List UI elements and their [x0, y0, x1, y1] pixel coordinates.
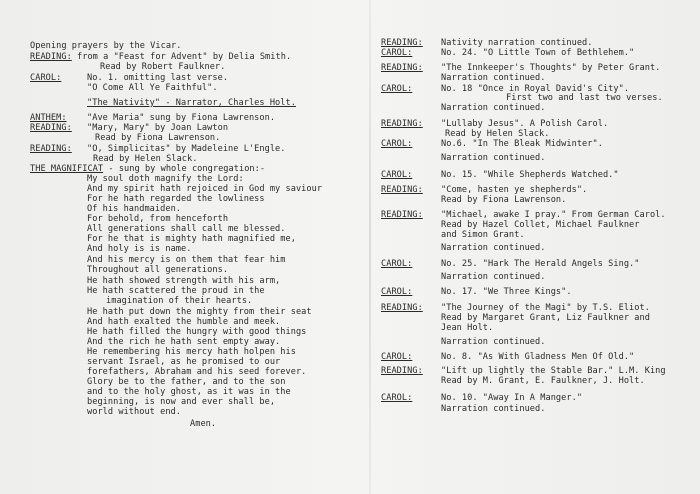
anthem-line: ANTHEM: "Ave Maria" sung by Fiona Lawrenson.: [30, 113, 276, 123]
magnificat-verse: All generations shall call me blessed.: [87, 224, 286, 234]
magnificat-verse: He hath showed strength with his arm,: [87, 276, 281, 286]
reading-magi-line: READING: "The Journey of the Magi" by T.S. Eliot.: [381, 303, 650, 313]
narration-line: Narration continued.: [441, 337, 546, 347]
narration-line: Narration continued.: [441, 153, 546, 163]
reading-label: READING:: [30, 52, 72, 62]
carol-17-line: CAROL: No. 17. "We Three Kings".: [381, 287, 572, 297]
magnificat-verse: He hath put down the mighty from their seat: [87, 307, 312, 317]
magnificat-heading: THE MAGNIFICAT - sung by whole congregation:-: [30, 164, 266, 174]
read-by-helen-line: Read by Helen Slack.: [445, 129, 550, 139]
narration-line: Narration continued.: [441, 103, 546, 113]
magnificat-verse: Throughout all generations.: [87, 265, 229, 275]
carol-label: CAROL:: [381, 139, 413, 149]
read-by-margaret-line: Read by Margaret Grant, Liz Faulkner and: [441, 313, 650, 323]
magnificat-verse: servant Israel, as he promised to our: [87, 357, 281, 367]
magnificat-verse: beginning, is now and ever shall be,: [87, 397, 276, 407]
magnificat-verse: And holy is is name.: [87, 244, 192, 254]
reading-label: READING:: [381, 303, 423, 313]
reading-label: READING:: [30, 123, 72, 133]
read-by-robert-line: Read by Robert Faulkner.: [100, 62, 226, 72]
reading-label: READING:: [381, 185, 423, 195]
reading-label: READING:: [381, 119, 423, 129]
carol-10-line: CAROL: No. 10. "Away In A Manger.": [381, 393, 583, 403]
nativity-heading: "The Nativity" - Narrator, Charles Holt.: [87, 98, 296, 108]
read-by-fiona-line: Read by Fiona Lawrenson.: [441, 195, 567, 205]
carol-label: CAROL:: [30, 73, 62, 83]
magnificat-verse: He hath scattered the proud in the: [87, 286, 265, 296]
carol-8-line: CAROL: No. 8. "As With Gladness Men Of Old.": [381, 352, 635, 362]
reading-label: READING:: [381, 366, 423, 376]
magnificat-verse: For behold, from henceforth: [87, 214, 229, 224]
reading-label: READING:: [381, 63, 423, 73]
carol-label: CAROL:: [381, 352, 413, 362]
magnificat-verse: My soul doth magnify the Lord:: [87, 174, 244, 184]
narration-line: Narration continued.: [441, 404, 546, 414]
carol-label: CAROL:: [381, 170, 413, 180]
magnificat-verse: imagination of their hearts.: [106, 296, 253, 306]
carol-label: CAROL:: [381, 287, 413, 297]
carol-15-line: CAROL: No. 15. "While Shepherds Watched.": [381, 170, 619, 180]
reading-mary-line: READING: "Mary, Mary" by Joan Lawton: [30, 123, 229, 133]
read-by-fiona-line: Read by Fiona Lawrenson.: [95, 133, 221, 143]
carol-1-line: CAROL: No. 1. omitting last verse.: [30, 73, 229, 83]
read-by-grant-faulkner-holt-line: Read by M. Grant, E. Faulkner, J. Holt.: [441, 376, 645, 386]
reading-simplicitas-line: READING: "O, Simplicitas" by Madeleine L'Engle.: [30, 144, 286, 154]
read-by-simon-line: and Simon Grant.: [441, 230, 525, 240]
read-by-jean-line: Jean Holt.: [441, 323, 494, 333]
amen-line: Amen.: [190, 419, 217, 429]
magnificat-verse: For he that is mighty hath magnified me,: [87, 234, 296, 244]
reading-label: READING:: [381, 38, 423, 48]
magnificat-verse: He hath filled the hungry with good things: [87, 327, 307, 337]
reading-narration-line: READING: Nativity narration continued.: [381, 38, 593, 48]
carol-25-line: CAROL: No. 25. "Hark The Herald Angels Sing.": [381, 259, 640, 269]
carol-24-line: CAROL: No. 24. "O Little Town of Bethlehem.": [381, 48, 635, 58]
carol-6-line: CAROL: No.6. "In The Bleak Midwinter".: [381, 139, 603, 149]
reading-lullaby-line: READING: "Lullaby Jesus". A Polish Carol.: [381, 119, 609, 129]
reading-label: READING:: [381, 210, 423, 220]
reading-delia-line: READING: from a "Feast for Advent" by Delia Smith.: [30, 52, 292, 62]
carol-label: CAROL:: [381, 84, 413, 94]
narration-line: Narration continued.: [441, 73, 546, 83]
read-by-helen-line: Read by Helen Slack.: [93, 154, 198, 164]
magnificat-verse: And my spirit hath rejoiced in God my saviour: [87, 184, 323, 194]
magnificat-verse: He remembering his mercy hath holpen his: [87, 347, 296, 357]
magnificat-verse: Glory be to the father, and to the son: [87, 377, 286, 387]
narration-line: Narration continued.: [441, 272, 546, 282]
reading-innkeeper-line: READING: "The Innkeeper's Thoughts" by Peter Grant.: [381, 63, 661, 73]
magnificat-verse: forefathers, Abraham and his seed forever.: [87, 367, 307, 377]
reading-michael-line: READING: "Michael, awake I pray." From German Carol.: [381, 210, 666, 220]
magnificat-verse: Of his handmaiden.: [87, 204, 182, 214]
magnificat-verse: world without end.: [87, 407, 182, 417]
magnificat-label: THE MAGNIFICAT: [30, 164, 104, 174]
carol-18-verses-line: First two and last two verses.: [506, 93, 663, 103]
anthem-label: ANTHEM:: [30, 113, 67, 123]
read-by-hazel-line: Read by Hazel Collet, Michael Faulkner: [441, 220, 640, 230]
carol-label: CAROL:: [381, 259, 413, 269]
carol-18-line: CAROL: No. 18 "Once in Royal David's City".: [381, 84, 630, 94]
reading-shepherds-line: READING: "Come, hasten ye shepherds".: [381, 185, 588, 195]
magnificat-verse: And his mercy is on them that fear him: [87, 255, 286, 265]
reading-label: READING:: [30, 144, 72, 154]
carol-label: CAROL:: [381, 48, 413, 58]
magnificat-verse: For he hath regarded the lowliness: [87, 194, 265, 204]
magnificat-verse: And hath exalted the humble and meek.: [87, 317, 281, 327]
magnificat-verse: And the rich he hath sent empty away.: [87, 337, 281, 347]
opening-prayers-line: Opening prayers by the Vicar.: [30, 41, 182, 51]
carol-label: CAROL:: [381, 393, 413, 403]
carol-1-title-line: "O Come All Ye Faithful".: [87, 83, 218, 93]
reading-stable-bar-line: READING: "Lift up lightly the Stable Bar." L.M. King: [381, 366, 666, 376]
magnificat-verse: and to the holy ghost, as it was in the: [87, 387, 291, 397]
page-fold: [369, 0, 371, 494]
narration-line: Narration continued.: [441, 243, 546, 253]
